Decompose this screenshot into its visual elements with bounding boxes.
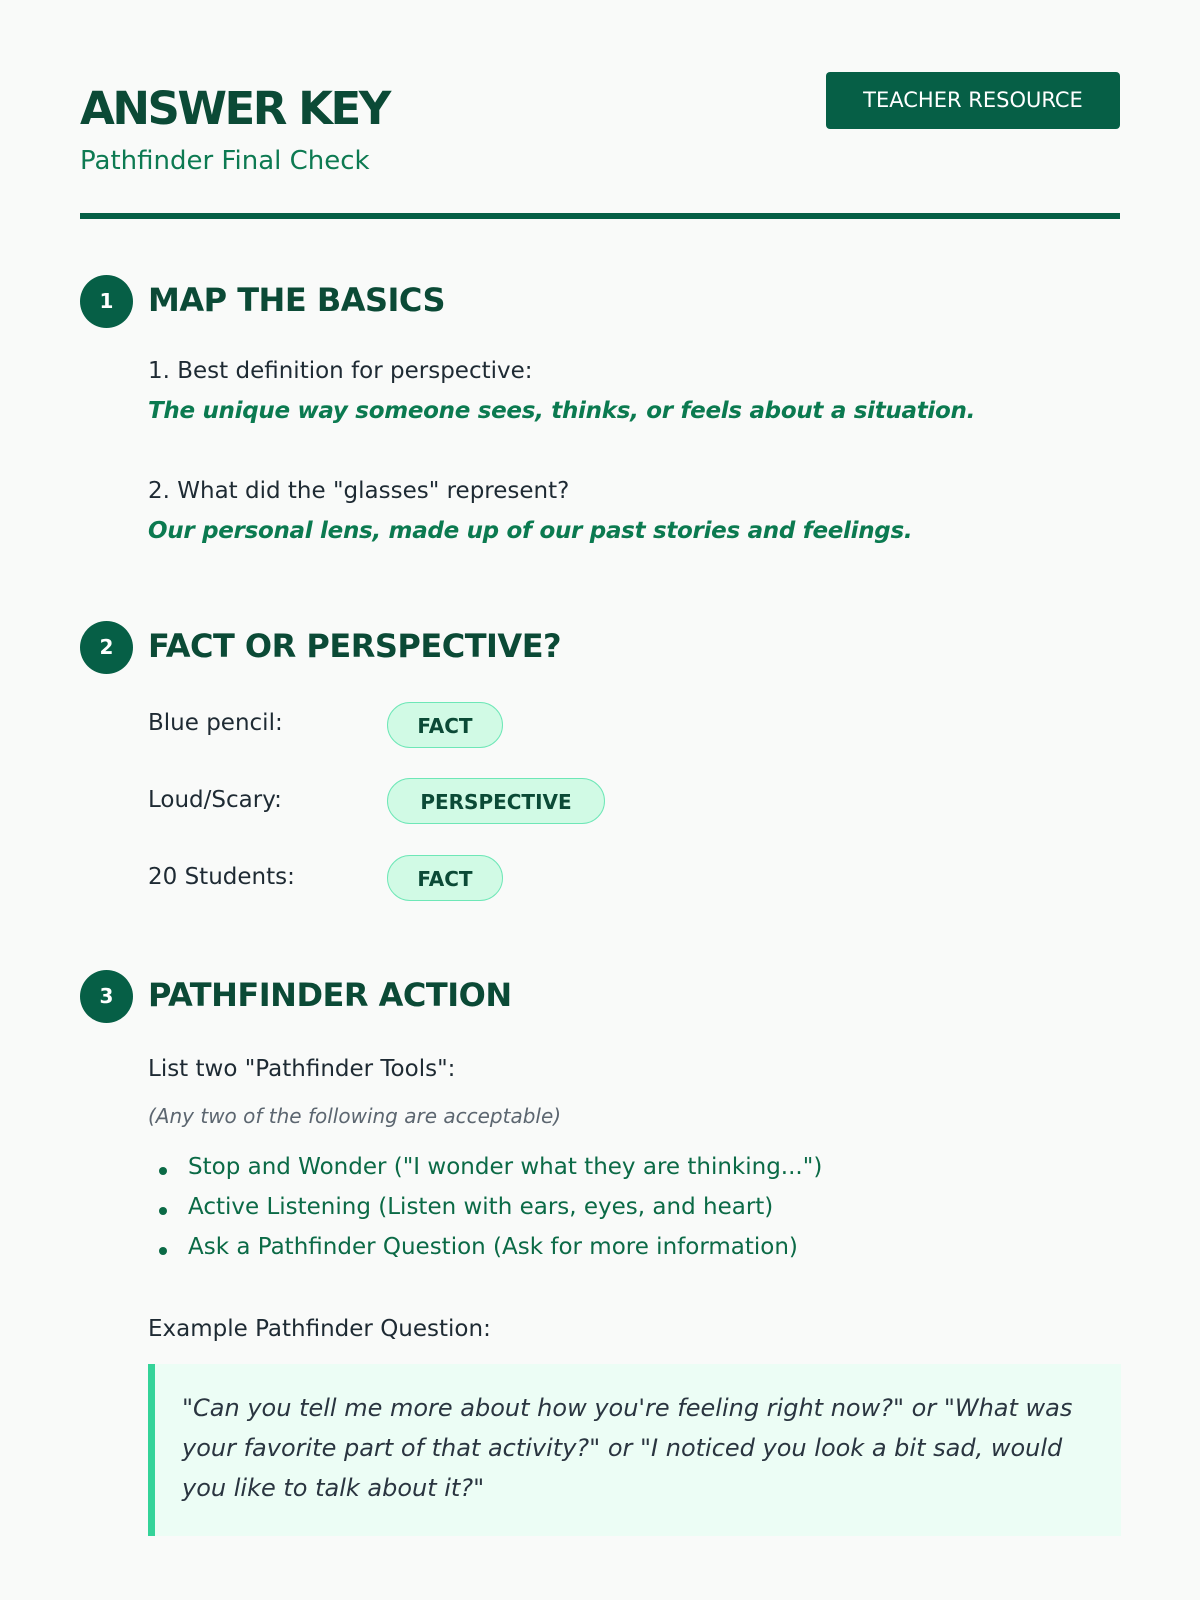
section-title: FACT OR PERSPECTIVE? bbox=[148, 627, 562, 665]
example-quote: "Can you tell me more about how you're feeling right now?" or "What was your favorite part of that activity?" or "I noticed you look a bit sad, would you like to talk about it?" bbox=[148, 1364, 1121, 1536]
fact-or-perspective-label: 20 Students: bbox=[148, 864, 295, 890]
list-item: Stop and Wonder ("I wonder what they are thinking...") bbox=[148, 1154, 822, 1194]
fact-or-perspective-label: Loud/Scary: bbox=[148, 787, 282, 813]
answer-pill: FACT bbox=[387, 855, 503, 901]
fact-or-perspective-label: Blue pencil: bbox=[148, 710, 283, 736]
section-title: MAP THE BASICS bbox=[148, 281, 446, 319]
acceptable-note: (Any two of the following are acceptable) bbox=[148, 1104, 562, 1128]
section-number-badge: 1 bbox=[80, 275, 133, 328]
teacher-resource-badge: TEACHER RESOURCE bbox=[826, 72, 1120, 129]
list-item: Active Listening (Listen with ears, eyes, and heart) bbox=[148, 1194, 822, 1234]
section-number-badge: 3 bbox=[80, 970, 133, 1023]
example-question-label: Example Pathfinder Question: bbox=[148, 1316, 491, 1342]
section-title: PATHFINDER ACTION bbox=[148, 976, 512, 1014]
list-item: Ask a Pathfinder Question (Ask for more information) bbox=[148, 1234, 822, 1274]
header-divider bbox=[80, 213, 1120, 219]
section-number-badge: 2 bbox=[80, 621, 133, 674]
page-header bbox=[80, 72, 1120, 220]
page-subtitle: Pathfinder Final Check bbox=[80, 146, 370, 176]
answer-pill: FACT bbox=[387, 702, 503, 748]
question-1: 1. Best definition for perspective: bbox=[148, 358, 533, 384]
pathfinder-tools-list bbox=[148, 1154, 822, 1274]
question-2: 2. What did the "glasses" represent? bbox=[148, 478, 570, 504]
answer-pill: PERSPECTIVE bbox=[387, 778, 605, 824]
answer-2: Our personal lens, made up of our past stories and feelings. bbox=[148, 518, 913, 544]
page-title: ANSWER KEY bbox=[80, 82, 389, 135]
tools-prompt: List two "Pathfinder Tools": bbox=[148, 1056, 456, 1082]
answer-1: The unique way someone sees, thinks, or feels about a situation. bbox=[148, 398, 976, 424]
